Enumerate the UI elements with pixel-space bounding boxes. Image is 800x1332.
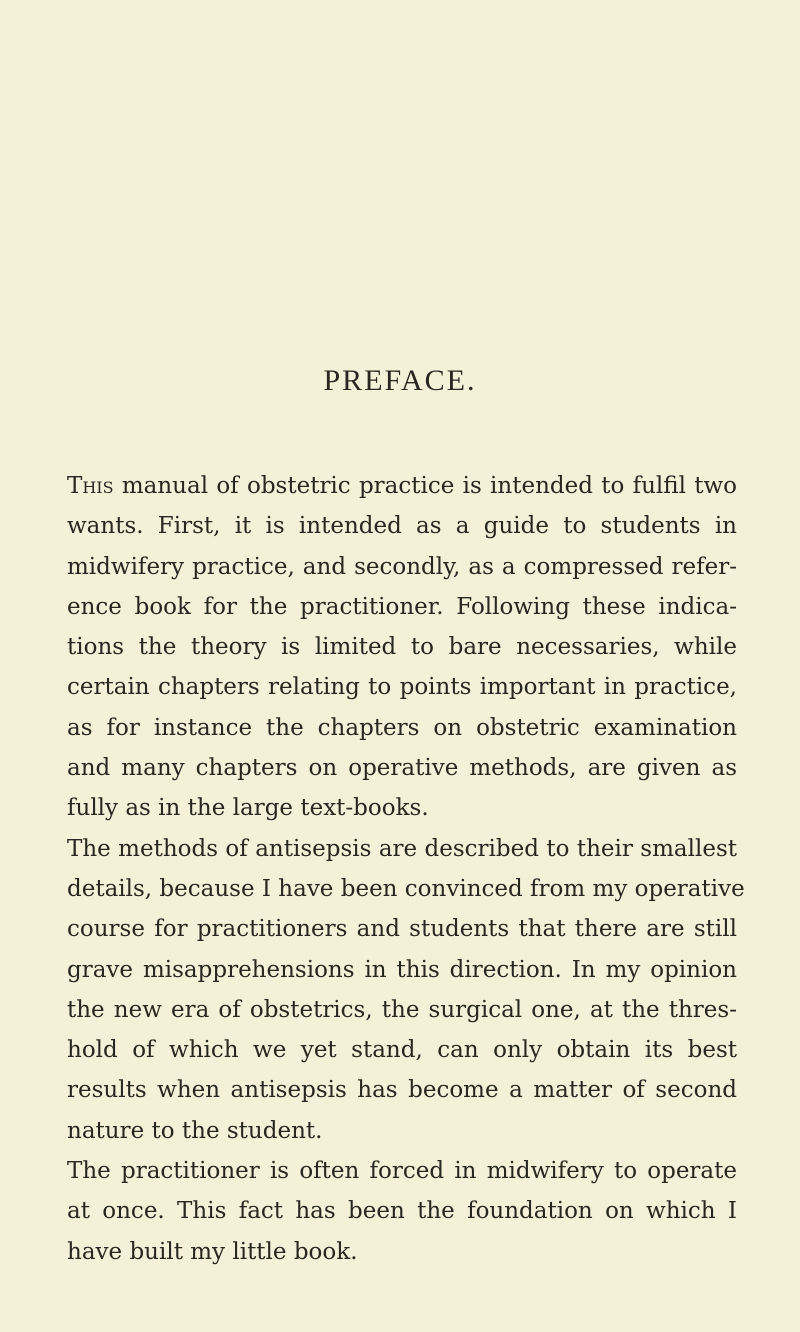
text-line: at once. This fact has been the foundation on which I xyxy=(67,1198,737,1225)
text-line: nature to the student. xyxy=(67,1117,323,1144)
text-line: The practitioner is often forced in midwifery to operate xyxy=(67,1158,737,1185)
text-line: hold of which we yet stand, can only obtain its best xyxy=(67,1037,737,1064)
text-line: fully as in the large text-books. xyxy=(67,795,429,822)
paragraph-1 xyxy=(67,466,737,829)
text-line: the new era of obstetrics, the surgical one, at the thres- xyxy=(67,996,737,1023)
page-title: PREFACE. xyxy=(323,364,477,397)
text-line: grave misapprehensions in this direction. In my opinion xyxy=(67,956,737,983)
text-line: This manual of obstetric practice is intended to fulfil two xyxy=(67,473,737,499)
text-line: results when antisepsis has become a matter of second xyxy=(67,1077,737,1104)
text-line: ence book for the practitioner. Following these indica- xyxy=(67,593,737,620)
text-line: course for practitioners and students that there are still xyxy=(67,916,737,943)
paragraph-2 xyxy=(67,829,745,1151)
paragraph-3 xyxy=(67,1151,737,1272)
text-line: certain chapters relating to points important in practice, xyxy=(67,674,737,701)
text-line: tions the theory is limited to bare necessaries, while xyxy=(67,634,737,661)
text-line: as for instance the chapters on obstetric examination xyxy=(67,714,737,741)
text-line: The methods of antisepsis are described to their smallest xyxy=(67,835,737,862)
drop-word: This xyxy=(67,473,114,499)
text-line: midwifery practice, and secondly, as a compressed refer- xyxy=(67,553,737,580)
preface-body xyxy=(67,466,745,1272)
text-line: details, because I have been convinced from my operative xyxy=(67,875,745,902)
text-line: wants. First, it is intended as a guide to students in xyxy=(67,513,737,540)
text-line: have built my little book. xyxy=(67,1238,358,1265)
text-line: and many chapters on operative methods, are given as xyxy=(67,755,737,782)
